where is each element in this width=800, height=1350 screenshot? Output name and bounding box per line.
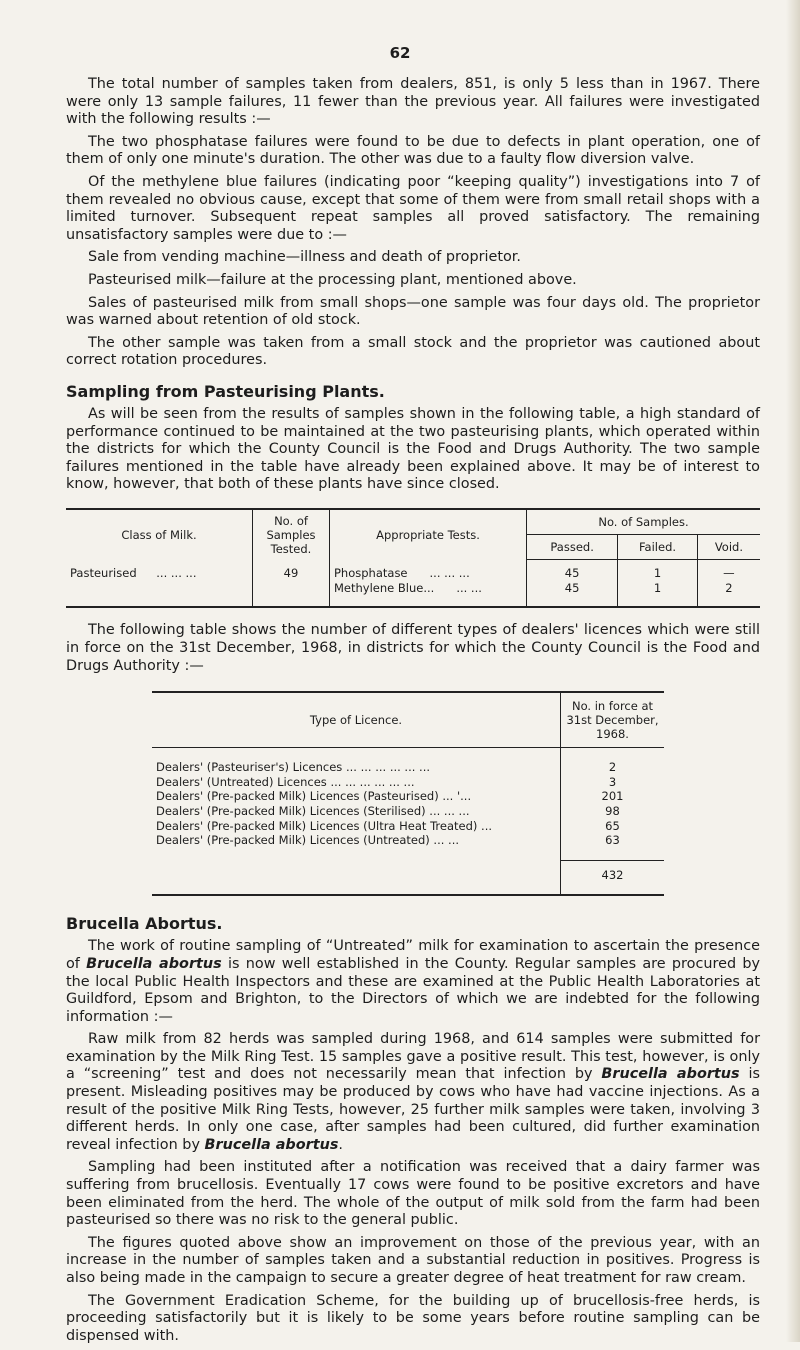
col-header-failed: Failed.	[618, 535, 698, 560]
paragraph: Pasteurised milk—failure at the processing plant, mentioned above.	[88, 271, 577, 288]
paragraph: The other sample was taken from a small stock and the proprietor was cautioned about correct rotation procedures.	[66, 334, 760, 369]
col-header-passed: Passed.	[527, 535, 618, 560]
paragraph: Raw milk from 82 herds was sampled during 1968, and 614 samples were submitted for examination by the Milk Ring Test. 15 samples gave a positive result. This test, however, is only a “screening” test and does not necessarily mean that infection by Brucella abortus is present. Misleading positives may be produced by cows who have had vaccine injections. As a result of the positive Milk Ring Tests, however, 25 further milk samples were taken, involving 3 different herds. In only one case, after samples had been cultured, did further examination reveal infection by Brucella abortus.	[66, 1031, 761, 1153]
paragraph: The total number of samples taken from dealers, 851, is only 5 less than in 1967. There were only 13 sample failures, 11 fewer than the previous year. All failures were investigated with the following results :—	[66, 76, 760, 128]
paragraph: The work of routine sampling of “Untreated” milk for examination to ascertain the presence of Brucella abortus is now well established in the County. Regular samples are procured by the local Public Health Inspectors and these are examined at the Public Health Laboratories at Guildford, Epsom and Brighton, to the Directors of which we are indebted for the following information :—	[66, 938, 761, 1025]
table-row: Dealers' (Pre-packed Milk) Licences (Pasteurised) ... '... 201	[152, 789, 664, 804]
licences-table	[152, 691, 664, 896]
paragraph: Sampling had been instituted after a notification was received that a dairy farmer was suffering from brucellosis. Eventually 17 cows were found to be positive excretors and have been eliminated from the herd. The whole of the output of milk sold from the farm had been pasteurised so there was no risk to the general public.	[66, 1159, 760, 1229]
col-header-in-force: No. in force at 31st December, 1968.	[561, 692, 665, 748]
paragraph: The Government Eradication Scheme, for the building up of brucellosis-free herds, is proceeding satisfactorily but it is likely to be some years before routine sampling can be dispensed with.	[66, 1292, 760, 1344]
page-edge-shadow	[786, 0, 800, 1342]
paragraph: As will be seen from the results of samples shown in the following table, a high standard of performance continued to be maintained at the two pasteurising plants, which operated within the districts for which the County Council is the Food and Drugs Authority. The two sample failures mentioned in the table have already been explained above. It may be of interest to know, however, that both of these plants have since closed.	[66, 405, 760, 493]
table-row: Dealers' (Pre-packed Milk) Licences (Ultra Heat Treated) ... 65	[152, 819, 664, 834]
table-row: Dealers' (Pasteuriser's) Licences ... ... ... ... ... ... 2	[152, 748, 664, 775]
col-header-class: Class of Milk.	[66, 509, 253, 560]
table-row	[66, 560, 760, 608]
paragraph: The figures quoted above show an improvement on those of the previous year, with an increase in the number of samples taken and a substantial reduction in positives. Progress is also being made in the campaign to secure a greater degree of heat treatment for raw cream.	[66, 1234, 760, 1286]
cell-tests: Phosphatase ... ... ... Methylene Blue... ... ...	[330, 560, 527, 608]
table-row: Dealers' (Untreated) Licences ... ... ... ... ... ... 3	[152, 775, 664, 790]
paragraph: Sale from vending machine—illness and death of proprietor.	[88, 249, 521, 266]
col-header-tests: Appropriate Tests.	[330, 509, 527, 560]
page-content	[66, 76, 760, 1350]
paragraph: Of the methylene blue failures (indicating poor “keeping quality”) investigations into 7 of them revealed no obvious cause, except that some of them were from small retail shops with a limited turnover. Subsequent repeat samples all proved satisfactory. The remaining unsatisfactory samples were due to :—	[66, 173, 760, 243]
cell-class: Pasteurised ... ... ...	[66, 560, 253, 608]
col-header-samples: No. of Samples Tested.	[253, 509, 330, 560]
cell-passed: 45 45	[527, 560, 618, 608]
section-heading-pasteurising: Sampling from Pasteurising Plants.	[66, 381, 385, 401]
cell-failed: 1 1	[618, 560, 698, 608]
col-header-licence-type: Type of Licence.	[152, 692, 561, 748]
table-row: Dealers' (Pre-packed Milk) Licences (Untreated) ... ... 63	[152, 833, 664, 860]
pasteurising-results-table	[66, 508, 760, 609]
paragraph: Sales of pasteurised milk from small shops—one sample was four days old. The proprietor was warned about retention of old stock.	[66, 294, 760, 329]
section-heading-brucella: Brucella Abortus.	[66, 914, 223, 934]
table-row: Dealers' (Pre-packed Milk) Licences (Sterilised) ... ... ... 98	[152, 804, 664, 819]
paragraph: The following table shows the number of different types of dealers' licences which were still in force on the 31st December, 1968, in districts for which the County Council is the Food and Drugs Authority :—	[66, 622, 760, 674]
cell-void: — 2	[697, 560, 760, 608]
paragraph: The two phosphatase failures were found to be due to defects in plant operation, one of them of only one minute's duration. The other was due to a faulty flow diversion valve.	[66, 133, 760, 168]
page-number: 62	[389, 44, 411, 62]
cell-samples: 49	[253, 560, 330, 608]
col-header-void: Void.	[697, 535, 760, 560]
col-header-group: No. of Samples.	[527, 509, 761, 535]
licences-total: 432	[561, 860, 665, 895]
table-total-row	[152, 860, 664, 895]
